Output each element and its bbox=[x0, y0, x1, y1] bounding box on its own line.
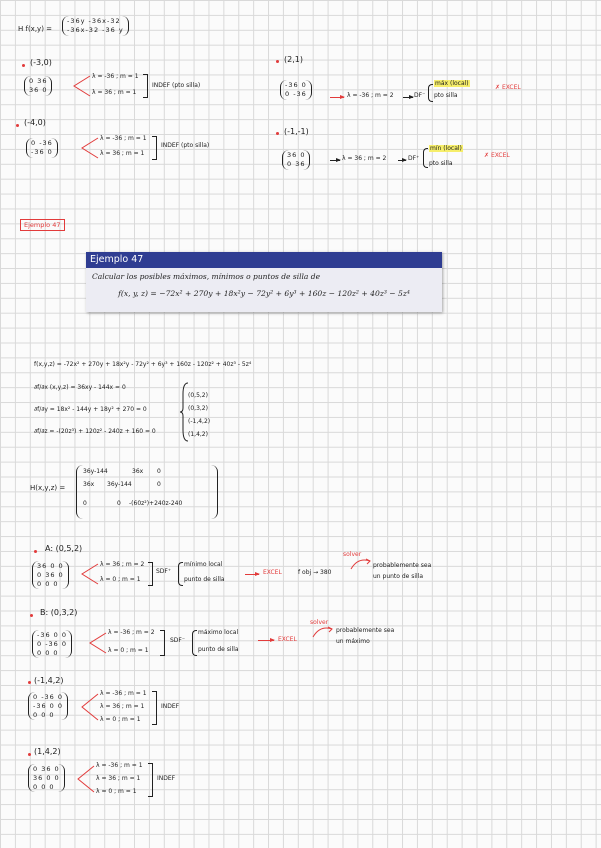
less-than-bracket-icon bbox=[88, 631, 108, 655]
partial-z: ∂f/∂z = -(20z³) + 120z² - 240z + 160 = 0 bbox=[34, 428, 156, 435]
matrix-row: 0 36 0 bbox=[37, 570, 64, 579]
eigenvalue-line: λ = 36 ; m = 1 bbox=[96, 775, 141, 782]
matrix-row: 0 -36 0 bbox=[37, 639, 68, 648]
matrix-row: 36 0 bbox=[29, 85, 48, 94]
bullet-icon bbox=[276, 60, 279, 63]
note-line: un punto de silla bbox=[373, 573, 424, 580]
case-matrix bbox=[32, 630, 72, 658]
eigenvalue-line: λ = -36 ; m = 1 bbox=[100, 690, 147, 697]
partial-y: ∂f/∂y = 18x² - 144y + 18y² + 270 = 0 bbox=[34, 406, 147, 413]
curved-arrow-icon bbox=[350, 557, 372, 571]
matrix-row: 0 0 0 bbox=[37, 579, 59, 588]
eigenvalue-line: λ = 36 ; m = 2 bbox=[342, 155, 387, 162]
example-slide bbox=[86, 252, 442, 312]
case-title: (1,4,2) bbox=[34, 747, 61, 756]
brace bbox=[192, 630, 197, 656]
eigenvalue-line: λ = 0 ; m = 1 bbox=[108, 647, 149, 654]
arrow-icon bbox=[330, 97, 344, 98]
hessian3-label: H(x,y,z) = bbox=[30, 484, 66, 492]
bullet-icon bbox=[28, 753, 31, 756]
matrix-cell: -(60z²)+240z-240 bbox=[129, 500, 183, 507]
matrix-row: -36 0 0 bbox=[37, 631, 68, 639]
result-label: INDEF (pto silla) bbox=[161, 142, 210, 149]
brace bbox=[178, 562, 183, 586]
hessian3-matrix bbox=[76, 465, 218, 519]
case-title: A: (0,5,2) bbox=[45, 544, 83, 553]
case-title: B: (0,3,2) bbox=[40, 608, 78, 617]
matrix-row: 36 0 bbox=[287, 151, 306, 159]
option-line: punto de silla bbox=[198, 646, 239, 653]
excel-label: ✗ EXCEL bbox=[495, 84, 521, 91]
brace bbox=[423, 148, 428, 168]
arrow-icon bbox=[398, 160, 406, 161]
matrix-row: 0 0 0 bbox=[37, 648, 59, 657]
example-tag: Ejemplo 47 bbox=[20, 219, 65, 231]
matrix-row: 0 -36 bbox=[31, 139, 53, 147]
option-highlight: mín (local) bbox=[430, 145, 462, 152]
arrow-icon bbox=[258, 640, 274, 641]
matrix-cell: 0 bbox=[157, 468, 161, 475]
matrix-row: -36x-32 -36 y bbox=[67, 25, 124, 34]
solution: (1,4,2) bbox=[188, 431, 208, 438]
eigenvalue-line: λ = 36 ; m = 1 bbox=[100, 703, 145, 710]
point-title: (-1,-1) bbox=[284, 127, 309, 136]
definiteness-label: SDF⁻ bbox=[170, 637, 186, 644]
point-matrix bbox=[280, 80, 312, 100]
less-than-bracket-icon bbox=[72, 74, 92, 98]
matrix-row: 0 0 0 bbox=[33, 710, 55, 719]
option-highlight: máx (local) bbox=[435, 80, 469, 87]
solution: (0,3,2) bbox=[188, 405, 208, 412]
hessian-matrix bbox=[62, 16, 129, 36]
matrix-row: 0 -36 0 bbox=[33, 693, 64, 701]
bullet-icon bbox=[16, 124, 19, 127]
definiteness-label: DF⁺ bbox=[408, 155, 420, 162]
case-matrix bbox=[28, 692, 68, 720]
eigenvalue-line: λ = 36 ; m = 2 bbox=[100, 561, 145, 568]
arrow-icon bbox=[330, 160, 340, 161]
result-label: INDEF bbox=[161, 703, 180, 710]
note-line: probablemente sea bbox=[373, 562, 432, 569]
matrix-row: 0 36 0 bbox=[33, 765, 60, 773]
less-than-bracket-icon bbox=[80, 136, 100, 160]
hessian-label: H f(x,y) = bbox=[18, 25, 53, 33]
curved-arrow-icon bbox=[312, 625, 334, 639]
excel-label: EXCEL bbox=[278, 636, 297, 643]
matrix-row: -36y -36x-32 bbox=[67, 17, 121, 25]
eigenvalue-line: λ = 36 ; m = 1 bbox=[92, 89, 137, 96]
eigenvalue-line: λ = 0 ; m = 1 bbox=[100, 576, 141, 583]
matrix-cell: 36x bbox=[83, 481, 95, 488]
matrix-row: 0 -36 bbox=[285, 89, 307, 98]
case-title: (-1,4,2) bbox=[34, 676, 64, 685]
eigenvalue-line: λ = -36 ; m = 2 bbox=[347, 92, 394, 99]
bullet-icon bbox=[34, 550, 37, 553]
option-line: máximo local bbox=[198, 629, 239, 636]
point-title: (-4,0) bbox=[24, 118, 46, 127]
brace bbox=[152, 136, 157, 160]
option-line: punto de silla bbox=[184, 576, 225, 583]
definiteness-label: SDF⁺ bbox=[156, 568, 172, 575]
option-line bbox=[429, 145, 463, 153]
point-title: (2,1) bbox=[284, 55, 303, 64]
solver-label: solver bbox=[343, 551, 362, 558]
matrix-row: -36 0 0 bbox=[33, 701, 64, 710]
objective-label: f obj → 380 bbox=[298, 569, 332, 576]
point-matrix bbox=[282, 150, 310, 170]
point-title: (-3,0) bbox=[30, 58, 52, 67]
slide-statement: Calcular los posibles máximos, mínimos o puntos de silla de bbox=[92, 272, 321, 281]
matrix-cell: 0 bbox=[117, 500, 121, 507]
slide-formula: f(x, y, z) = −72x² + 270y + 18x²y − 72y² + 6y³ + 160z − 120z² + 40z³ − 5z⁴ bbox=[118, 289, 410, 298]
brace bbox=[148, 763, 153, 797]
definiteness-label: DF⁻ bbox=[414, 92, 426, 99]
less-than-bracket-icon bbox=[76, 764, 96, 794]
matrix-row: 0 36 bbox=[29, 77, 48, 85]
matrix-row: -36 0 bbox=[31, 147, 53, 156]
brace bbox=[428, 84, 433, 102]
matrix-row: -36 0 bbox=[285, 81, 307, 89]
matrix-row: 0 0 0 bbox=[33, 782, 55, 791]
slide-title: Ejemplo 47 bbox=[86, 252, 442, 268]
brace bbox=[160, 630, 165, 656]
less-than-bracket-icon bbox=[80, 562, 100, 586]
matrix-cell: 0 bbox=[83, 500, 87, 507]
matrix-cell: 36x bbox=[132, 468, 144, 475]
note-line: probablemente sea bbox=[336, 627, 395, 634]
eigenvalue-line: λ = 0 ; m = 1 bbox=[96, 788, 137, 795]
solver-label: solver bbox=[310, 619, 329, 626]
matrix-row: 36 0 0 bbox=[33, 773, 60, 782]
arrow-icon bbox=[403, 97, 413, 98]
option-line: mínimo local bbox=[184, 561, 223, 568]
eigenvalue-line: λ = 36 ; m = 1 bbox=[100, 150, 145, 157]
point-matrix bbox=[24, 76, 52, 96]
matrix-row: 0 36 bbox=[287, 159, 306, 168]
excel-label: EXCEL bbox=[263, 569, 282, 576]
brace bbox=[152, 691, 157, 725]
matrix-cell: 36y-144 bbox=[107, 481, 132, 488]
brace bbox=[143, 74, 148, 98]
partial-x: ∂f/∂x (x,y,z) = 36xy - 144x = 0 bbox=[34, 384, 126, 391]
matrix-cell: 36y-144 bbox=[83, 468, 108, 475]
solution: (0,5,2) bbox=[188, 392, 208, 399]
eigenvalue-line: λ = -36 ; m = 2 bbox=[108, 629, 155, 636]
point-matrix bbox=[26, 138, 58, 158]
result-label: INDEF bbox=[157, 775, 176, 782]
slide-body bbox=[86, 268, 442, 302]
brace bbox=[148, 562, 153, 586]
eigenvalue-line: λ = 0 ; m = 1 bbox=[100, 716, 141, 723]
eigenvalue-line: λ = -36 ; m = 1 bbox=[96, 762, 143, 769]
bullet-icon bbox=[276, 132, 279, 135]
bullet-icon bbox=[28, 681, 31, 684]
option-line: pto silla bbox=[429, 160, 453, 167]
note-line: un máximo bbox=[336, 638, 370, 645]
function-line: f(x,y,z) = -72x² + 270y + 18x²y - 72y² + 6y³ + 160z - 120z² + 40z³ - 5z⁴ bbox=[34, 361, 252, 368]
matrix-row: 36 0 0 bbox=[37, 562, 64, 570]
eigenvalue-line: λ = -36 ; m = 1 bbox=[100, 135, 147, 142]
solution: (-1,4,2) bbox=[188, 418, 211, 425]
case-matrix bbox=[28, 764, 65, 792]
eigenvalue-line: λ = -36 ; m = 1 bbox=[92, 73, 139, 80]
case-matrix bbox=[32, 561, 69, 589]
option-line: pto silla bbox=[434, 92, 458, 99]
bullet-icon bbox=[22, 64, 25, 67]
less-than-bracket-icon bbox=[80, 692, 100, 722]
result-label: INDEF (pto silla) bbox=[152, 82, 201, 89]
excel-label: ✗ EXCEL bbox=[484, 152, 510, 159]
bullet-icon bbox=[30, 614, 33, 617]
option-line bbox=[434, 80, 470, 88]
matrix-cell: 0 bbox=[157, 481, 161, 488]
arrow-icon bbox=[245, 574, 259, 575]
